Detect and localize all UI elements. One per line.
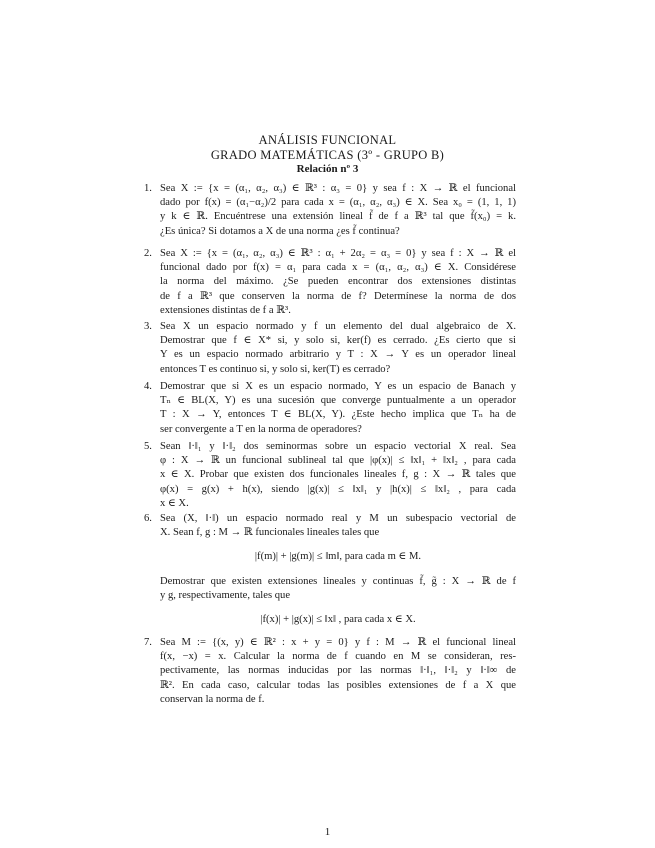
problem-line: x ∈ X. [160, 497, 189, 509]
problem-line: pectivamente, las normas inducidas por las normas ‖·‖₁, ‖·‖₂ y ‖·‖∞ de [160, 665, 516, 677]
problem-line: f(x, −x) = x. Calcular la norma de f cuando en M se consideran, res- [160, 651, 516, 663]
problem-line: φ : X → ℝ un funcional sublineal tal que |φ(x)| ≤ ‖x‖₁ + ‖x‖₂ , para cada [160, 455, 516, 467]
problem-line: Y es un espacio normado arbitrario y T : X → Y es un operador lineal [160, 349, 516, 361]
problem-2 [144, 247, 516, 318]
display-equation: |f(m)| + |g(m)| ≤ ‖m‖, para cada m ∈ M. [254, 551, 422, 563]
problem-line: φ(x) = g(x) + h(x), siendo |g(x)| ≤ ‖x‖₁ y |h(x)| ≤ ‖x‖₂ , para cada [160, 483, 516, 495]
problem-line: Sea X un espacio normado y f un elemento del dual algebraico de X. [160, 321, 516, 332]
problem-line: T : X → Y, entonces T ∈ BL(X, Y). ¿Este hecho implica que Tₙ ha de [160, 409, 516, 421]
problem-4 [144, 380, 516, 437]
relation-heading: Relación nº 3 [296, 163, 359, 175]
problem-line: ¿Es única? Si dotamos a X de una norma ¿es f̃ continua? [160, 225, 400, 237]
problem-line: Sea M := {(x, y) ∈ ℝ² : x + y = 0} y f : M → ℝ el funcional lineal [160, 637, 516, 648]
problem-line: extensiones distintas de f a ℝ³. [160, 304, 291, 316]
problem-line: Sea X := {x = (α₁, α₂, α₃) ∈ ℝ³ : α₃ = 0} y sea f : X → ℝ el funcional [160, 183, 516, 194]
document-subtitle: GRADO MATEMÁTICAS (3º - GRUPO B) [210, 148, 445, 162]
problem-line: Demostrar que f ∈ X* si, y solo si, ker(f) es cerrado. ¿Es cierto que si [160, 335, 516, 347]
problem-line: Sean ‖·‖₁ y ‖·‖₂ dos seminormas sobre un espacio vectorial X real. Sea [160, 441, 516, 452]
problem-number: 4. [144, 381, 152, 392]
problem-number: 2. [144, 248, 152, 259]
problem-line: Demostrar que si X es un espacio normado, Y es un espacio de Banach y [160, 381, 516, 392]
problem-line: la norma del máximo. ¿Se pueden encontrar dos extensiones distintas [160, 276, 516, 288]
problem-line: ser convergente a T en la norma de operadores? [160, 423, 362, 435]
problem-line: y g, respectivamente, tales que [160, 589, 291, 601]
problem-1 [144, 182, 516, 239]
problem-number: 7. [144, 637, 152, 648]
problem-number: 6. [144, 513, 152, 524]
problem-number: 5. [144, 441, 152, 452]
page-number: 1 [324, 826, 331, 838]
problem-line: Demostrar que existen extensiones lineales y continuas f̃, g̃ : X → ℝ de f [160, 575, 516, 587]
problem-line: y k ∈ ℝ. Encuéntrese una extensión lineal f̃ de f a ℝ³ tal que f̃(x₀) = k. [160, 211, 516, 223]
problem-line: funcional dado por f(x) = α₁ para cada x = (α₁, α₂, α₃) ∈ X. Considérese [160, 262, 516, 274]
problem-line: X. Sean f, g : M → ℝ funcionales lineales tales que [160, 527, 380, 539]
problem-line: entonces T es continuo si, y solo si, ker(T) es cerrado? [160, 363, 391, 375]
problem-line: ℝ². En cada caso, calcular todas las posibles extensiones de f a X que [160, 679, 516, 691]
problem-line: Sea X := {x = (α₁, α₂, α₃) ∈ ℝ³ : α₁ + 2α₂ = α₃ = 0} y sea f : X → ℝ el [160, 248, 516, 259]
problem-number: 1. [144, 183, 152, 194]
problem-number: 3. [144, 321, 152, 332]
problem-7 [144, 636, 516, 707]
document-title: ANÁLISIS FUNCIONAL [258, 133, 397, 147]
problem-line: conservan la norma de f. [160, 693, 265, 705]
display-equation: |f(x)| + |g(x)| ≤ ‖x‖ , para cada x ∈ X. [260, 614, 416, 626]
problem-3 [144, 320, 516, 377]
problem-line: de f a ℝ³ que conserven la norma de f? Determínese la norma de dos [160, 290, 516, 302]
problem-line: x ∈ X. Probar que existen dos funcionales lineales f, g : X → ℝ tales que [160, 469, 516, 481]
problem-line: dado por f(x) = (α₁−α₂)/2 para cada x = (α₁, α₂, α₃) ∈ X. Sea x₀ = (1, 1, 1) [160, 197, 516, 209]
problem-5 [144, 440, 516, 511]
problem-line: Tₙ ∈ BL(X, Y) es una sucesión que converge puntualmente a un operador [160, 395, 516, 407]
problem-6 [144, 512, 516, 637]
problem-line: Sea (X, ‖·‖) un espacio normado real y M un subespacio vectorial de [160, 513, 516, 524]
